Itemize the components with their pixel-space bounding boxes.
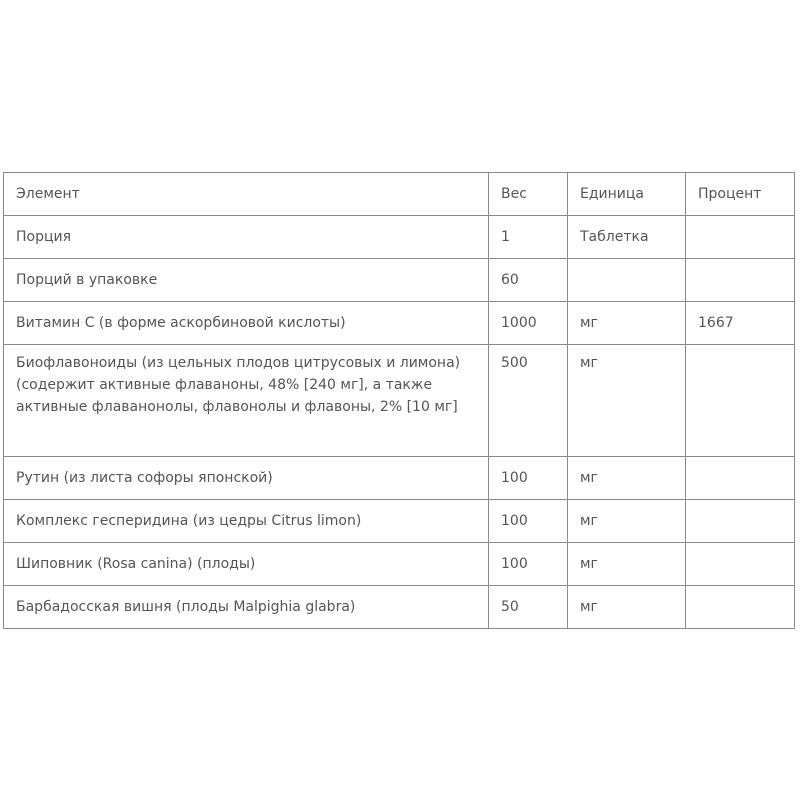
cell-percent [686,345,795,457]
table-row [4,543,795,586]
cell-unit: мг [568,345,686,457]
header-percent: Процент [686,173,795,216]
cell-weight: 1 [489,216,568,259]
nutrition-table [3,172,795,629]
cell-percent [686,543,795,586]
table-header-row [4,173,795,216]
cell-unit: мг [568,586,686,629]
table-row [4,259,795,302]
table-row [4,500,795,543]
cell-weight: 50 [489,586,568,629]
cell-percent [686,457,795,500]
cell-unit: мг [568,302,686,345]
table-row [4,302,795,345]
cell-weight: 1000 [489,302,568,345]
table-row [4,586,795,629]
cell-weight: 100 [489,500,568,543]
cell-element: Барбадосская вишня (плоды Malpighia glabra) [4,586,489,629]
header-unit: Единица [568,173,686,216]
header-weight: Вес [489,173,568,216]
table-row [4,345,795,457]
table-row [4,457,795,500]
cell-unit: мг [568,500,686,543]
cell-unit [568,259,686,302]
cell-percent [686,586,795,629]
cell-element: Комплекс гесперидина (из цедры Citrus limon) [4,500,489,543]
cell-unit: мг [568,543,686,586]
cell-element: Шиповник (Rosa canina) (плоды) [4,543,489,586]
header-element: Элемент [4,173,489,216]
cell-weight: 60 [489,259,568,302]
cell-percent [686,500,795,543]
cell-unit: мг [568,457,686,500]
cell-element: Биофлавоноиды (из цельных плодов цитрусовых и лимона) (содержит активные флаваноны, 48% [240 мг], а также активные флаванонолы, флавонолы и флавоны, 2% [10 мг] [4,345,489,457]
cell-element: Порций в упаковке [4,259,489,302]
cell-unit: Таблетка [568,216,686,259]
cell-weight: 100 [489,457,568,500]
cell-weight: 100 [489,543,568,586]
cell-element: Рутин (из листа софоры японской) [4,457,489,500]
cell-percent [686,259,795,302]
cell-element: Витамин С (в форме аскорбиновой кислоты) [4,302,489,345]
cell-element: Порция [4,216,489,259]
cell-percent: 1667 [686,302,795,345]
table-row [4,216,795,259]
cell-percent [686,216,795,259]
cell-weight: 500 [489,345,568,457]
